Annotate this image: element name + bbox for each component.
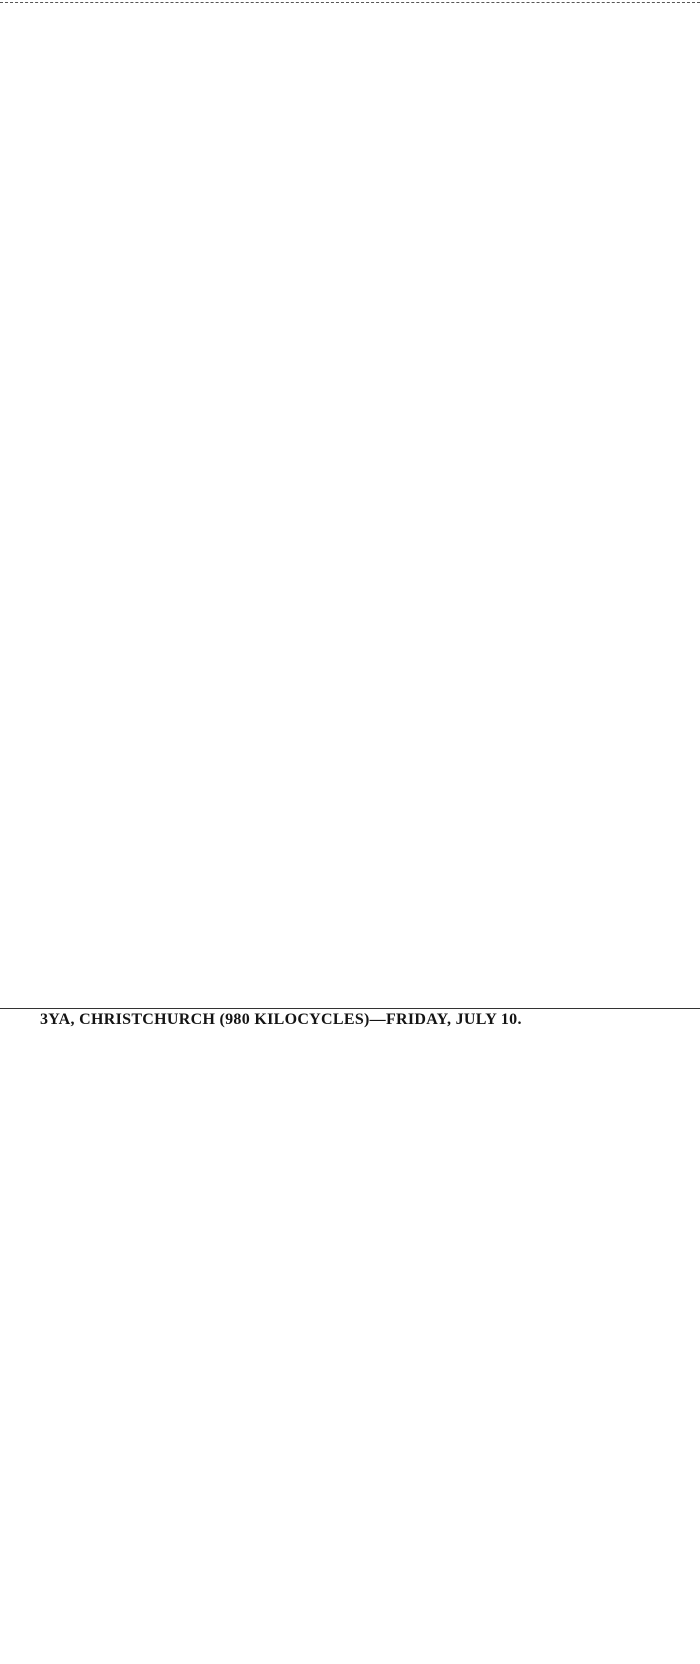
station-heading: 3YA, CHRISTCHURCH (980 KILOCYCLES)—FRIDAY, JULY 10. <box>40 1011 522 1028</box>
section-divider <box>0 1008 700 1009</box>
top-cut-line <box>0 2 700 3</box>
